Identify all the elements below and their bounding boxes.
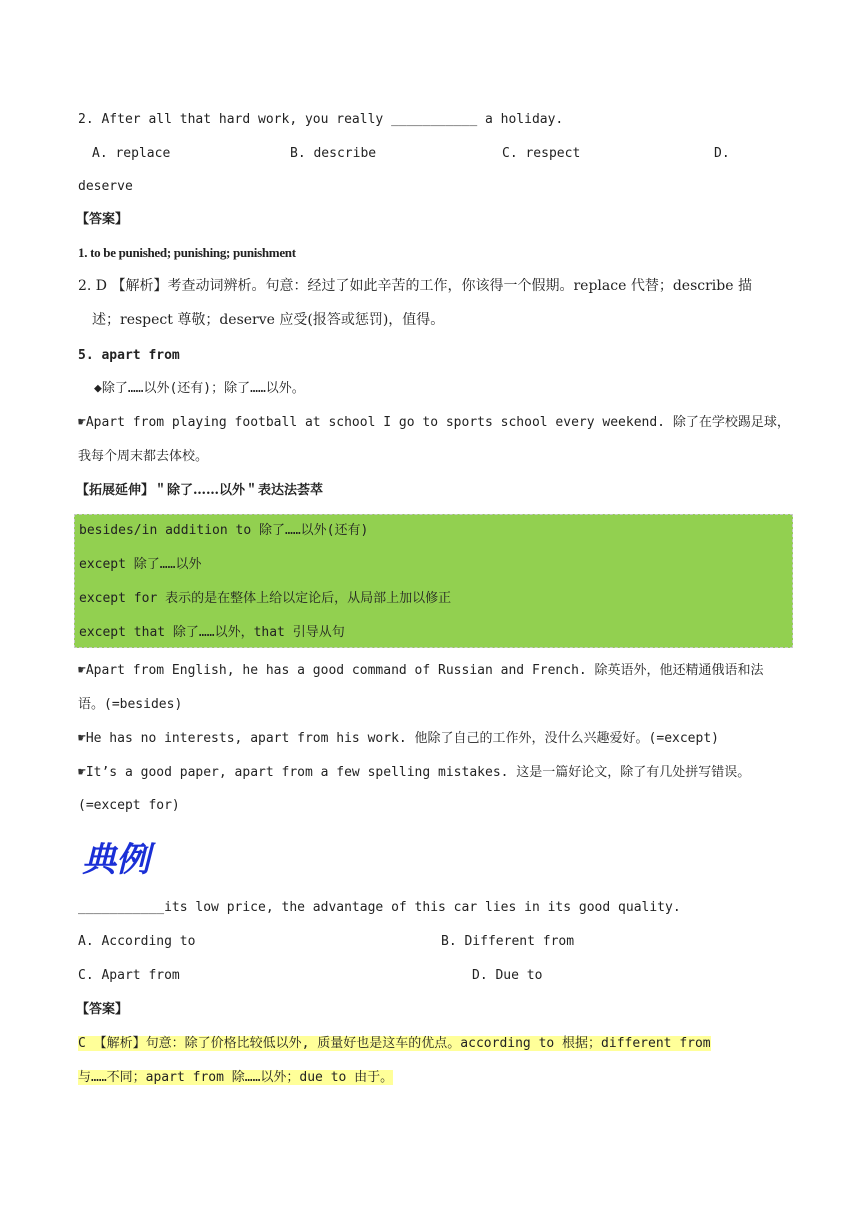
example-4a-text: It’s a good paper, apart from a few spelling mistakes. 这是一篇好论文，除了有几处拼写错误。	[85, 765, 751, 780]
q2-option-c: C. respect	[502, 146, 581, 161]
extension-box	[74, 514, 793, 648]
example-1a	[78, 413, 790, 433]
section-title: 5. apart from	[78, 348, 180, 363]
typical-option-c: C. Apart from	[78, 968, 180, 983]
q2-option-d-letter: D.	[714, 146, 730, 161]
q2-option-d-word: deserve	[78, 179, 133, 194]
section-meaning: ◆除了……以外(还有)；除了……以外。	[94, 381, 305, 396]
example-2a	[78, 661, 764, 681]
extension-heading: 【拓展延伸】＂除了……以外＂表达法荟萃	[76, 483, 324, 498]
example-4a	[78, 763, 750, 783]
answer-2-heading: 【答案】	[76, 1002, 129, 1017]
extension-item: except 除了……以外	[79, 557, 202, 572]
answer-line-1: 1. to be punished; punishing; punishment	[78, 245, 296, 260]
answer-2-line-1-text: C 【解析】句意：除了价格比较低以外, 质量好也是这车的优点。according to 根据；different from	[78, 1036, 711, 1051]
pointing-hand-icon: ☛	[78, 765, 86, 780]
extension-item: besides/in addition to 除了……以外(还有)	[79, 523, 369, 538]
typical-example-stamp	[80, 835, 160, 881]
answer-line-2: 2. D 【解析】考查动词辨析。句意：经过了如此辛苦的工作，你该得一个假期。replace 代替；describe 描	[78, 278, 752, 294]
example-1b: 我每个周末都去体校。	[78, 449, 209, 464]
answer-2-line-2-text: 与……不同；apart from 除……以外；due to 由于。	[78, 1070, 394, 1085]
typical-option-b: B. Different from	[441, 934, 575, 949]
stamp-text: 典例	[82, 840, 150, 880]
extension-item: except for 表示的是在整体上给以定论后，从局部上加以修正	[79, 591, 452, 606]
q2-option-b: B. describe	[290, 146, 377, 161]
example-2b: 语。(=besides)	[78, 697, 183, 712]
typical-question-stem: ___________its low price, the advantage of this car lies in its good quality.	[78, 900, 681, 915]
answer-2-line-2	[78, 1068, 393, 1088]
answer-2-line-1	[78, 1034, 711, 1054]
extension-item: except that 除了……以外，that 引导从句	[79, 625, 345, 640]
pointing-hand-icon: ☛	[78, 415, 86, 430]
example-3-text: He has no interests, apart from his work. 他除了自己的工作外，没什么兴趣爱好。(=except)	[85, 731, 719, 746]
question-2-stem: 2. After all that hard work, you really ___________ a holiday.	[78, 112, 564, 127]
pointing-hand-icon: ☛	[78, 731, 86, 746]
typical-option-d: D. Due to	[472, 968, 543, 983]
example-3	[78, 729, 719, 749]
typical-option-a: A. According to	[78, 934, 196, 949]
pointing-hand-icon: ☛	[78, 663, 86, 678]
example-1a-text: Apart from playing football at school I go to sports school every weekend. 除了在学校踢足球，	[85, 415, 790, 430]
q2-option-a: A. replace	[92, 146, 171, 161]
answer-line-3: 述；respect 尊敬；deserve 应受(报答或惩罚)，值得。	[92, 312, 445, 328]
answer-heading: 【答案】	[76, 212, 129, 227]
example-4b: (=except for)	[78, 798, 180, 813]
example-2a-text: Apart from English, he has a good command of Russian and French. 除英语外，他还精通俄语和法	[85, 663, 764, 678]
